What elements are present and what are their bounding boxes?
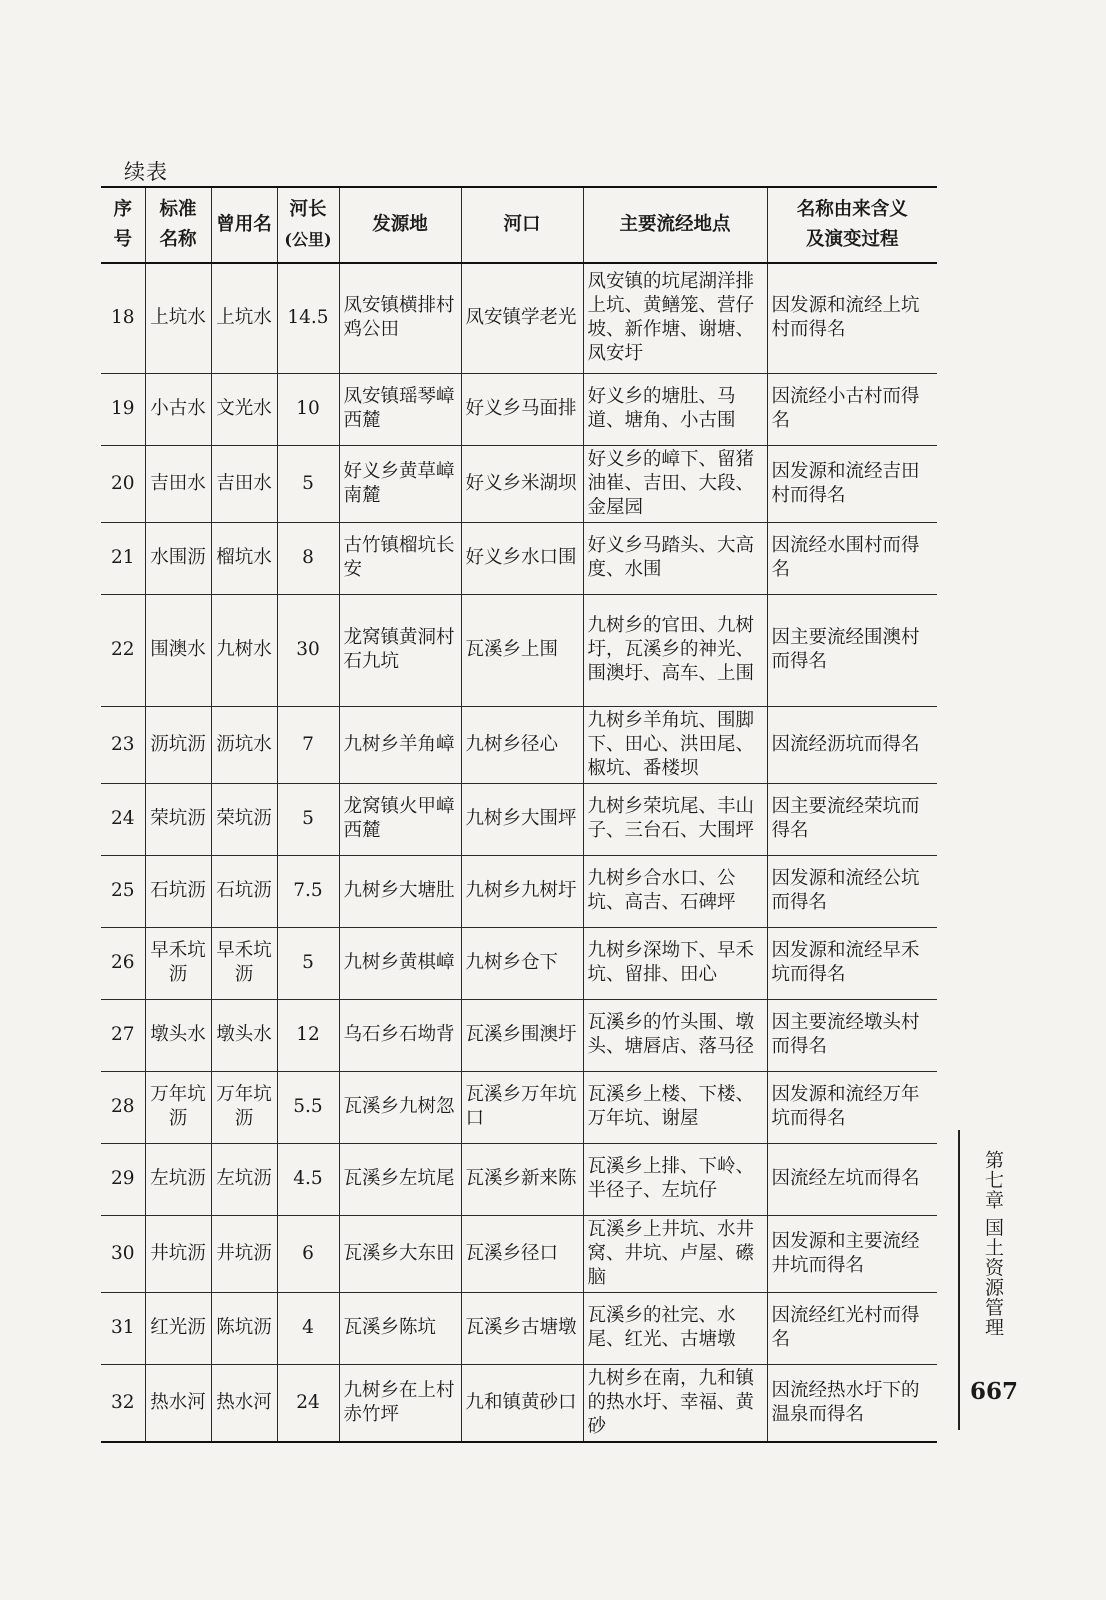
former-name: 左坑沥	[211, 1143, 277, 1215]
standard-name: 墩头水	[145, 999, 211, 1071]
name-origin: 因发源和流经公坑而得名	[767, 855, 937, 927]
standard-name: 热水河	[145, 1364, 211, 1442]
standard-name: 井坑沥	[145, 1215, 211, 1292]
river-mouth: 瓦溪乡新来陈	[461, 1143, 583, 1215]
table-header-row	[101, 187, 937, 263]
river-length: 4.5	[277, 1143, 339, 1215]
header-former-name: 曾用名	[211, 187, 277, 263]
main-route: 凤安镇的坑尾湖洋排上坑、黄鳝笼、营仔坡、新作塘、谢塘、凤安圩	[583, 263, 767, 373]
river-length: 24	[277, 1364, 339, 1442]
source-location: 乌石乡石坳背	[339, 999, 461, 1071]
header-standard-name: 标准 名称	[145, 187, 211, 263]
former-name: 墩头水	[211, 999, 277, 1071]
header-route: 主要流经地点	[583, 187, 767, 263]
name-origin: 因流经左坑而得名	[767, 1143, 937, 1215]
former-name: 上坑水	[211, 263, 277, 373]
former-name: 石坑沥	[211, 855, 277, 927]
main-route: 好义乡的嶂下、留猪油崔、吉田、大段、金屋园	[583, 445, 767, 522]
former-name: 沥坑水	[211, 706, 277, 783]
row-index: 21	[101, 522, 145, 594]
former-name: 井坑沥	[211, 1215, 277, 1292]
river-length: 5.5	[277, 1071, 339, 1143]
source-location: 瓦溪乡大东田	[339, 1215, 461, 1292]
row-index: 23	[101, 706, 145, 783]
river-mouth: 瓦溪乡围澳圩	[461, 999, 583, 1071]
source-location: 九树乡在上村赤竹坪	[339, 1364, 461, 1442]
river-mouth: 好义乡马面排	[461, 373, 583, 445]
river-mouth: 瓦溪乡万年坑口	[461, 1071, 583, 1143]
source-location: 古竹镇榴坑长安	[339, 522, 461, 594]
name-origin: 因主要流经围澳村而得名	[767, 594, 937, 706]
standard-name: 左坑沥	[145, 1143, 211, 1215]
standard-name: 早禾坑沥	[145, 927, 211, 999]
row-index: 27	[101, 999, 145, 1071]
source-location: 瓦溪乡九树忽	[339, 1071, 461, 1143]
table-row	[101, 263, 937, 373]
name-origin: 因流经热水圩下的温泉而得名	[767, 1364, 937, 1442]
row-index: 25	[101, 855, 145, 927]
river-length: 5	[277, 783, 339, 855]
source-location: 凤安镇横排村鸡公田	[339, 263, 461, 373]
table-caption: 续表	[124, 160, 168, 184]
row-index: 22	[101, 594, 145, 706]
name-origin: 因主要流经墩头村而得名	[767, 999, 937, 1071]
main-route: 好义乡的塘肚、马道、塘角、小古围	[583, 373, 767, 445]
table-row	[101, 445, 937, 522]
river-length: 6	[277, 1215, 339, 1292]
name-origin: 因主要流经荣坑而得名	[767, 783, 937, 855]
river-mouth: 好义乡米湖坝	[461, 445, 583, 522]
table-row	[101, 373, 937, 445]
table-row	[101, 1071, 937, 1143]
river-mouth: 九树乡九树圩	[461, 855, 583, 927]
river-length: 12	[277, 999, 339, 1071]
table-row	[101, 999, 937, 1071]
standard-name: 万年坑沥	[145, 1071, 211, 1143]
header-mouth: 河口	[461, 187, 583, 263]
row-index: 19	[101, 373, 145, 445]
source-location: 瓦溪乡陈坑	[339, 1292, 461, 1364]
standard-name: 水围沥	[145, 522, 211, 594]
row-index: 20	[101, 445, 145, 522]
name-origin: 因发源和流经吉田村而得名	[767, 445, 937, 522]
table-row	[101, 1364, 937, 1442]
standard-name: 沥坑沥	[145, 706, 211, 783]
row-index: 29	[101, 1143, 145, 1215]
river-mouth: 瓦溪乡径口	[461, 1215, 583, 1292]
row-index: 28	[101, 1071, 145, 1143]
standard-name: 上坑水	[145, 263, 211, 373]
row-index: 26	[101, 927, 145, 999]
main-route: 瓦溪乡的社完、水尾、红光、古塘墩	[583, 1292, 767, 1364]
main-route: 瓦溪乡上排、下岭、半径子、左坑仔	[583, 1143, 767, 1215]
name-origin: 因流经红光村而得名	[767, 1292, 937, 1364]
source-location: 龙窝镇黄洞村石九坑	[339, 594, 461, 706]
page-number: 667	[970, 1378, 1019, 1405]
name-origin: 因发源和流经早禾坑而得名	[767, 927, 937, 999]
river-mouth: 九树乡仓下	[461, 927, 583, 999]
river-mouth: 九和镇黄砂口	[461, 1364, 583, 1442]
source-location: 瓦溪乡左坑尾	[339, 1143, 461, 1215]
table-row	[101, 594, 937, 706]
standard-name: 石坑沥	[145, 855, 211, 927]
standard-name: 红光沥	[145, 1292, 211, 1364]
chapter-divider-line	[958, 1130, 960, 1430]
river-mouth: 九树乡径心	[461, 706, 583, 783]
former-name: 万年坑沥	[211, 1071, 277, 1143]
main-route: 好义乡马踏头、大高度、水围	[583, 522, 767, 594]
river-length: 5	[277, 927, 339, 999]
table-row	[101, 1215, 937, 1292]
name-origin: 因流经沥坑而得名	[767, 706, 937, 783]
main-route: 瓦溪乡上井坑、水井窝、井坑、卢屋、礤脑	[583, 1215, 767, 1292]
source-location: 好义乡黄草嶂南麓	[339, 445, 461, 522]
name-origin: 因发源和流经万年坑而得名	[767, 1071, 937, 1143]
source-location: 凤安镇瑶琴嶂西麓	[339, 373, 461, 445]
river-length: 5	[277, 445, 339, 522]
chapter-title: 第七章 国土资源管理	[982, 1150, 1004, 1338]
standard-name: 荣坑沥	[145, 783, 211, 855]
main-route: 九树乡深坳下、早禾坑、留排、田心	[583, 927, 767, 999]
source-location: 九树乡黄棋嶂	[339, 927, 461, 999]
header-source: 发源地	[339, 187, 461, 263]
name-origin: 因流经小古村而得名	[767, 373, 937, 445]
river-mouth: 凤安镇学老光	[461, 263, 583, 373]
source-location: 九树乡羊角嶂	[339, 706, 461, 783]
former-name: 吉田水	[211, 445, 277, 522]
table-row	[101, 855, 937, 927]
name-origin: 因发源和流经上坑村而得名	[767, 263, 937, 373]
table-row	[101, 1292, 937, 1364]
main-route: 九树乡的官田、九树圩，瓦溪乡的神光、围澳圩、高车、上围	[583, 594, 767, 706]
header-length: 河长 (公里)	[277, 187, 339, 263]
main-route: 九树乡羊角坑、围脚下、田心、洪田尾、椒坑、番楼坝	[583, 706, 767, 783]
source-location: 龙窝镇火甲嶂西麓	[339, 783, 461, 855]
rivers-table	[101, 186, 937, 1443]
former-name: 榴坑水	[211, 522, 277, 594]
row-index: 30	[101, 1215, 145, 1292]
former-name: 荣坑沥	[211, 783, 277, 855]
source-location: 九树乡大塘肚	[339, 855, 461, 927]
former-name: 九树水	[211, 594, 277, 706]
main-route: 九树乡合水口、公坑、高吉、石碑坪	[583, 855, 767, 927]
table-row	[101, 783, 937, 855]
standard-name: 吉田水	[145, 445, 211, 522]
table-row	[101, 927, 937, 999]
river-length: 7	[277, 706, 339, 783]
standard-name: 小古水	[145, 373, 211, 445]
table-row	[101, 706, 937, 783]
river-length: 30	[277, 594, 339, 706]
name-origin: 因流经水围村而得名	[767, 522, 937, 594]
header-origin: 名称由来含义 及演变过程	[767, 187, 937, 263]
former-name: 陈坑沥	[211, 1292, 277, 1364]
main-route: 九树乡荣坑尾、丰山子、三台石、大围坪	[583, 783, 767, 855]
table-row	[101, 522, 937, 594]
river-length: 4	[277, 1292, 339, 1364]
row-index: 31	[101, 1292, 145, 1364]
standard-name: 围澳水	[145, 594, 211, 706]
main-route: 九树乡在南，九和镇的热水圩、幸福、黄砂	[583, 1364, 767, 1442]
header-index: 序号	[101, 187, 145, 263]
river-mouth: 好义乡水口围	[461, 522, 583, 594]
river-length: 10	[277, 373, 339, 445]
main-route: 瓦溪乡上楼、下楼、万年坑、谢屋	[583, 1071, 767, 1143]
row-index: 18	[101, 263, 145, 373]
row-index: 24	[101, 783, 145, 855]
river-length: 8	[277, 522, 339, 594]
river-mouth: 瓦溪乡古塘墩	[461, 1292, 583, 1364]
name-origin: 因发源和主要流经井坑而得名	[767, 1215, 937, 1292]
table-row	[101, 1143, 937, 1215]
river-length: 14.5	[277, 263, 339, 373]
river-mouth: 瓦溪乡上围	[461, 594, 583, 706]
river-length: 7.5	[277, 855, 339, 927]
former-name: 热水河	[211, 1364, 277, 1442]
former-name: 早禾坑沥	[211, 927, 277, 999]
river-mouth: 九树乡大围坪	[461, 783, 583, 855]
main-route: 瓦溪乡的竹头围、墩头、塘唇店、落马径	[583, 999, 767, 1071]
row-index: 32	[101, 1364, 145, 1442]
former-name: 文光水	[211, 373, 277, 445]
